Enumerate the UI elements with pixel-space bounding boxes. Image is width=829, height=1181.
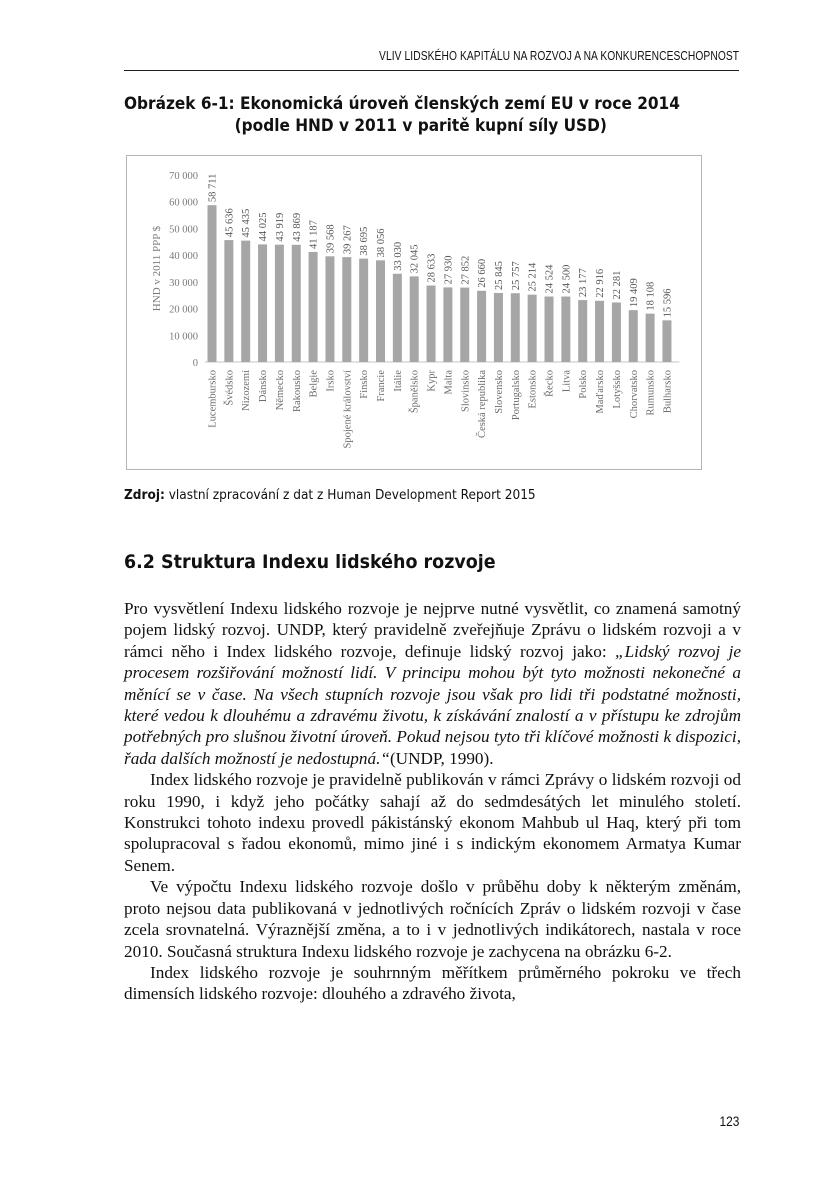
x-category-label: Malta xyxy=(443,370,455,395)
bar xyxy=(376,260,385,362)
bar-value-label: 15 596 xyxy=(662,288,674,318)
bar xyxy=(662,320,671,362)
bar-value-label: 43 869 xyxy=(291,212,303,242)
paragraph-4: Index lidského rozvoje je souhrnným měřítkem průměrného pokroku ve třech dimensích lidského rozvoje: dlouhého a zdravého života, xyxy=(124,962,741,1004)
bar-value-label: 22 916 xyxy=(595,268,607,298)
y-axis-title: HND v 2011 PPP $ xyxy=(151,225,163,312)
bar-value-label: 32 045 xyxy=(409,244,421,274)
bar xyxy=(545,296,554,362)
figure-title-line1: Obrázek 6-1: Ekonomická úroveň členských zemí EU v roce 2014 xyxy=(124,94,680,113)
x-category-label: Švédsko xyxy=(224,370,236,406)
bar xyxy=(342,257,351,362)
bar xyxy=(561,297,570,362)
bar-value-label: 45 636 xyxy=(224,208,236,238)
body-text xyxy=(124,598,741,1005)
paragraph-2: Index lidského rozvoje je pravidelně publikován v rámci Zprávy o lidském rozvoji od roku 1990, i když jeho počátky sahají až do sedmdesátých let minulého století. Konstrukci tohoto indexu provedl pákistánský ekonom Mahbub ul Haq, který při tom spolupracoval s řadou ekonomů, mimo jiné i s indickým ekonomem Armatya Kumar Senem. xyxy=(124,770,741,875)
bar-value-label: 41 187 xyxy=(308,220,320,249)
bar-value-label: 24 524 xyxy=(544,264,556,294)
y-tick-label: 10 000 xyxy=(169,331,198,343)
bar-value-label: 38 695 xyxy=(359,226,371,256)
x-category-label: Polsko xyxy=(578,370,590,399)
x-category-label: Nizozemí xyxy=(241,370,253,411)
bar xyxy=(325,256,334,362)
x-category-label: Bulharsko xyxy=(662,370,674,414)
bar xyxy=(528,295,537,362)
x-category-label: Lotyšsko xyxy=(611,370,623,409)
x-category-label: Dánsko xyxy=(258,370,270,403)
bar xyxy=(612,302,621,362)
figure-title xyxy=(124,93,724,137)
figure-source xyxy=(124,487,536,503)
bar xyxy=(309,252,318,362)
x-category-label: Řecko xyxy=(544,370,556,397)
x-category-label: Španělsko xyxy=(409,370,421,414)
bar-value-label: 28 633 xyxy=(426,253,438,283)
running-head-text: VLIV LIDSKÉHO KAPITÁLU NA ROZVOJ A NA KONKURENCESCHOPNOST xyxy=(378,49,739,63)
bar xyxy=(359,259,368,362)
bar xyxy=(460,288,469,362)
x-category-label: Irsko xyxy=(325,370,337,392)
undp-quote: „Lidský rozvoj je procesem rozšiřování možností lidí. V principu mohou být tyto možnosti nekonečné a měnící se v čase. Na všech stupních rozvoje jsou však pro lidi tři podstatné možnosti, které vedou k dlouhému a zdravému životu, k získávání znalostí a v přístupu ke zdrojům potřebných pro slušnou životní úroveň. Pokud nejsou tyto tři klíčové možnosti k dispozici, řada dalších možností je nedostupná.“ xyxy=(124,641,741,768)
page-number: 123 xyxy=(719,1113,739,1129)
bar-value-label: 19 409 xyxy=(628,278,640,308)
source-label: Zdroj: xyxy=(124,487,165,503)
paragraph-3: Ve výpočtu Indexu lidského rozvoje došlo v průběhu doby k některým změnám, proto nejsou data publikovaná v jednotlivých ročnících Zpráv o lidském rozvoji v čase zcela srovnatelná. Výraznější změna, a to i v jednotlivých indikátorech, nastala v roce 2010. Současná struktura Indexu lidského rozvoje je zachycena na obrázku 6-2. xyxy=(124,877,741,961)
bar-value-label: 18 108 xyxy=(645,281,657,311)
x-category-label: Maďarsko xyxy=(595,370,607,414)
bar xyxy=(443,287,452,362)
bar xyxy=(258,244,267,362)
bar xyxy=(494,293,503,362)
bar-value-label: 45 435 xyxy=(241,208,253,238)
bar-value-label: 33 030 xyxy=(392,241,404,271)
x-category-label: Itálie xyxy=(392,370,404,392)
bar xyxy=(275,245,284,362)
bar-value-label: 39 267 xyxy=(342,225,354,255)
x-category-label: Německo xyxy=(274,370,286,411)
paragraph-1 xyxy=(124,598,741,769)
x-category-label: Slovinsko xyxy=(460,370,472,413)
bar xyxy=(241,241,250,362)
bar xyxy=(224,240,233,362)
bar xyxy=(477,291,486,362)
bar-chart-svg xyxy=(127,156,703,471)
y-tick-label: 30 000 xyxy=(169,277,198,289)
bar-value-label: 26 660 xyxy=(477,258,489,288)
bar-value-label: 39 568 xyxy=(325,224,337,254)
bar-value-label: 25 845 xyxy=(493,261,505,290)
source-text: vlastní zpracování z dat z Human Development Report 2015 xyxy=(164,487,536,503)
bar xyxy=(578,300,587,362)
bar xyxy=(393,274,402,362)
bar xyxy=(595,301,604,362)
x-category-label: Rumunsko xyxy=(645,370,657,416)
bar-value-label: 23 177 xyxy=(578,268,590,298)
bar-value-label: 25 757 xyxy=(510,261,522,291)
bar-value-label: 27 930 xyxy=(443,255,455,285)
y-tick-label: 60 000 xyxy=(169,197,198,209)
bar-value-label: 58 711 xyxy=(207,173,219,203)
bar-chart xyxy=(126,155,702,470)
y-tick-label: 40 000 xyxy=(169,251,198,263)
bar xyxy=(646,314,655,362)
bar xyxy=(208,205,217,362)
bar xyxy=(410,276,419,362)
bar-value-label: 38 056 xyxy=(376,228,387,258)
bar xyxy=(427,286,436,362)
y-tick-label: 20 000 xyxy=(169,304,198,316)
bar-value-label: 44 025 xyxy=(258,212,270,242)
running-head xyxy=(124,44,739,71)
x-category-label: Portugalsko xyxy=(510,370,522,421)
x-category-label: Česká republika xyxy=(477,370,489,438)
x-category-label: Estonsko xyxy=(527,370,539,409)
section-heading: 6.2 Struktura Indexu lidského rozvoje xyxy=(124,551,496,573)
figure-title-line2: (podle HND v 2011 v paritě kupní síly USD) xyxy=(234,116,607,135)
bar xyxy=(292,245,301,362)
x-category-label: Francie xyxy=(376,370,387,402)
x-category-label: Belgie xyxy=(308,370,320,398)
bar-value-label: 43 919 xyxy=(274,212,286,242)
citation: (UNDP, 1990). xyxy=(389,748,494,768)
bar-value-label: 25 214 xyxy=(527,262,539,292)
y-tick-label: 0 xyxy=(192,358,198,369)
x-category-label: Lucembursko xyxy=(207,370,219,428)
x-category-label: Litva xyxy=(561,370,573,393)
x-category-label: Kypr xyxy=(426,370,438,392)
x-category-label: Spojené království xyxy=(342,370,354,449)
x-category-label: Slovensko xyxy=(493,370,505,414)
y-tick-label: 50 000 xyxy=(169,224,198,236)
x-category-label: Rakousko xyxy=(291,370,303,412)
paragraph-1-intro: Pro vysvětlení Indexu lidského rozvoje je nejprve nutné vysvětlit, co znamená samotný pojem lidský rozvoj. UNDP, který pravidelně zveřejňuje Zprávu o lidském rozvoji a v rámci něho i Index lidského rozvoje, definuje lidský rozvoj jako: xyxy=(124,599,741,661)
x-category-label: Finsko xyxy=(359,370,371,399)
y-tick-label: 70 000 xyxy=(169,171,198,182)
bar-value-label: 27 852 xyxy=(460,255,472,285)
bar-value-label: 22 281 xyxy=(611,270,623,300)
x-category-label: Chorvatsko xyxy=(628,370,640,419)
bar xyxy=(629,310,638,362)
bar xyxy=(511,293,520,362)
bar-value-label: 24 500 xyxy=(561,264,573,294)
